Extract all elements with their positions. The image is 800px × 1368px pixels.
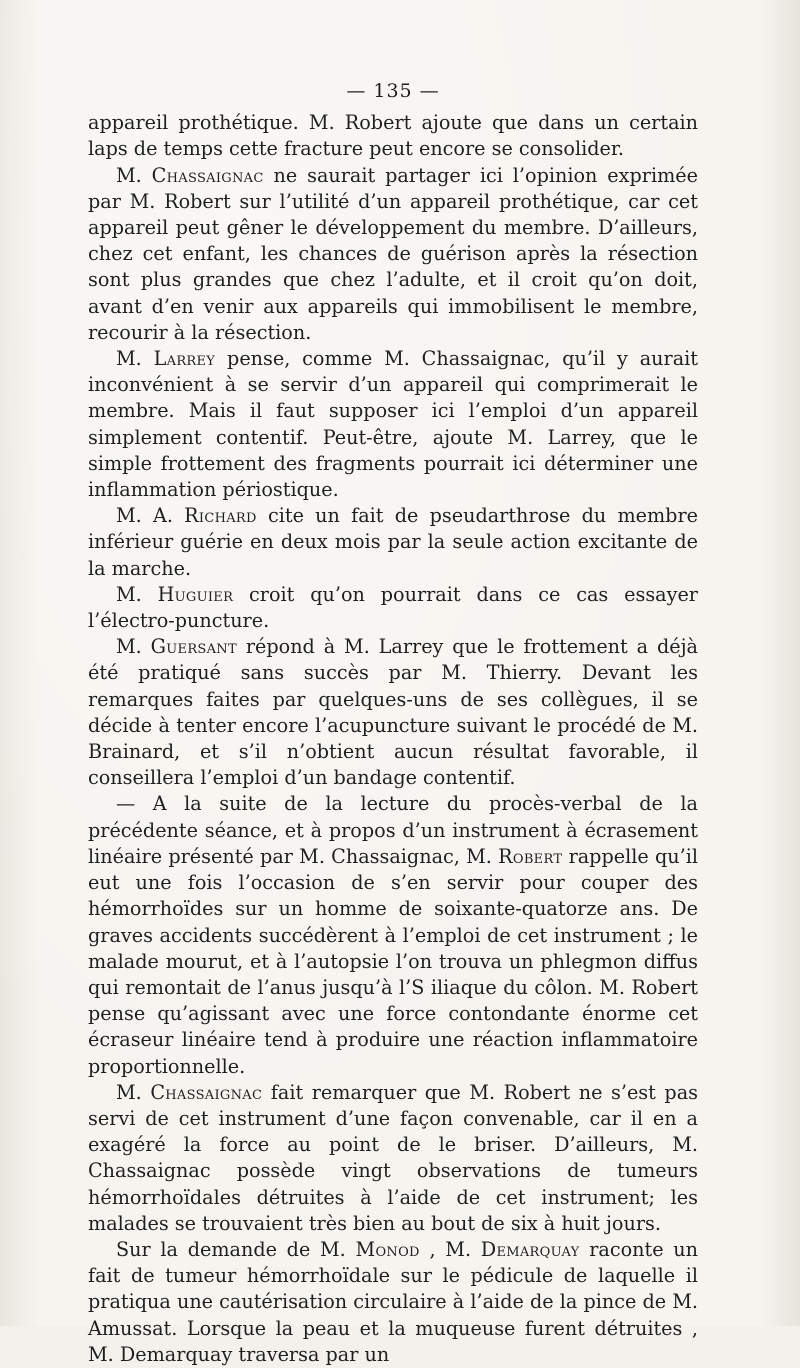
paragraph-text: M. (116, 635, 151, 659)
paragraph-8 (88, 1080, 698, 1237)
page-number: — 135 — (346, 80, 440, 102)
speaker-name: Guersant (150, 635, 237, 659)
paragraph-text: M. (116, 1080, 151, 1104)
paragraph-5 (88, 582, 698, 634)
paragraph-1 (88, 110, 698, 162)
paragraph-9 (88, 1237, 698, 1368)
paragraph-text: ne saurait partager ici l’opinion exprimée par M. Robert sur l’utilité d’un appareil prothétique, car cet appareil peut gêner le développement du membre. D’ailleurs, chez cet enfant, les chances de guérison après la résection sont plus grandes que chez l’adulte, et il croit qu’on doit, avant d’en venir aux appareils qui immobilisent le membre, recourir à la résection. (88, 163, 698, 344)
paragraph-text: Sur la demande de M. (116, 1237, 356, 1261)
paragraph-text: pense, comme M. Chassaignac, qu’il y aurait inconvénient à se servir d’un appareil qui comprimerait le membre. Mais il faut supposer ici l’emploi d’un appareil simplement contentif. Peut-être, ajoute M. Larrey, que le simple frottement des fragments pourrait ici déterminer une inflammation périostique. (88, 347, 698, 502)
paragraph-text: — A la suite de la lecture du procès-verbal de la précédente séance, et à propos d’un instrument à écrasement linéaire présenté par M. Chassaignac, M. (88, 792, 698, 868)
paragraph-text: répond à M. Larrey que le frottement a déjà été pratiqué sans succès par M. Thierry. Devant les remarques faites par quelques-uns de ses collègues, il se décide à tenter encore l’acupuncture suivant le procédé de M. Brainard, et s’il n’obtient aucun résultat favorable, il conseillera l’emploi d’un bandage contentif. (88, 635, 698, 790)
paragraph-3 (88, 346, 698, 503)
speaker-name: Monod (355, 1237, 420, 1261)
paragraph-text: appareil prothétique. M. Robert ajoute que dans un certain laps de temps cette fracture peut encore se consolider. (88, 111, 698, 161)
paragraph-6 (88, 634, 698, 791)
paragraph-text: M. (116, 347, 154, 371)
paragraph-text: cite un fait de pseudarthrose du membre inférieur guérie en deux mois par la seule action excitante de la marche. (88, 504, 698, 580)
paragraph-text: , M. (419, 1237, 481, 1261)
text-body (88, 70, 698, 1368)
speaker-name: Chassaignac (151, 163, 264, 187)
speaker-name: Demarquay (480, 1237, 580, 1261)
paragraph-text: M. A. (116, 504, 185, 528)
paragraph-text: rappelle qu’il eut une fois l’occasion de s’en servir pour couper des hémorrhoïdes sur un homme de soixante-quatorze ans. De graves accidents succédèrent à l’emploi de cet instrument ; le malade mourut, et à l’autopsie l’on trouva un phlegmon diffus qui remontait de l’anus jusqu’à l’S iliaque du côlon. M. Robert pense qu’agissant avec une force contondante énorme cet écraseur linéaire tend à produire une réaction inflammatoire proportionnelle. (88, 844, 698, 1078)
paragraph-text: raconte un fait de tumeur hémorrhoïdale sur le pédicule de laquelle il pratiqua une cautérisation circulaire à l’aide de la pince de M. Amussat. Lorsque la peau et la muqueuse furent détruites , M. Demarquay traversa par un (88, 1237, 698, 1366)
paragraph-text: M. (116, 582, 158, 606)
speaker-name: Huguier (157, 582, 234, 606)
speaker-name: Chassaignac (150, 1080, 263, 1104)
paragraph-2 (88, 163, 698, 346)
speaker-name: Richard (184, 504, 257, 528)
paragraph-text: M. (116, 163, 152, 187)
paragraph-4 (88, 503, 698, 582)
paragraph-7 (88, 791, 698, 1079)
paragraph-text: fait remarquer que M. Robert ne s’est pas servi de cet instrument d’une façon convenable, car il en a exagéré la force au point de le briser. D’ailleurs, M. Chassaignac possède vingt observations de tumeurs hémorrhoïdales détruites à l’aide de cet instrument; les malades se trouvaient très bien au bout de six à huit jours. (88, 1080, 698, 1235)
paragraph-text: croit qu’on pourrait dans ce cas essayer l’électro-puncture. (88, 582, 698, 633)
speaker-name: Larrey (153, 347, 216, 371)
speaker-name: Robert (498, 844, 563, 868)
